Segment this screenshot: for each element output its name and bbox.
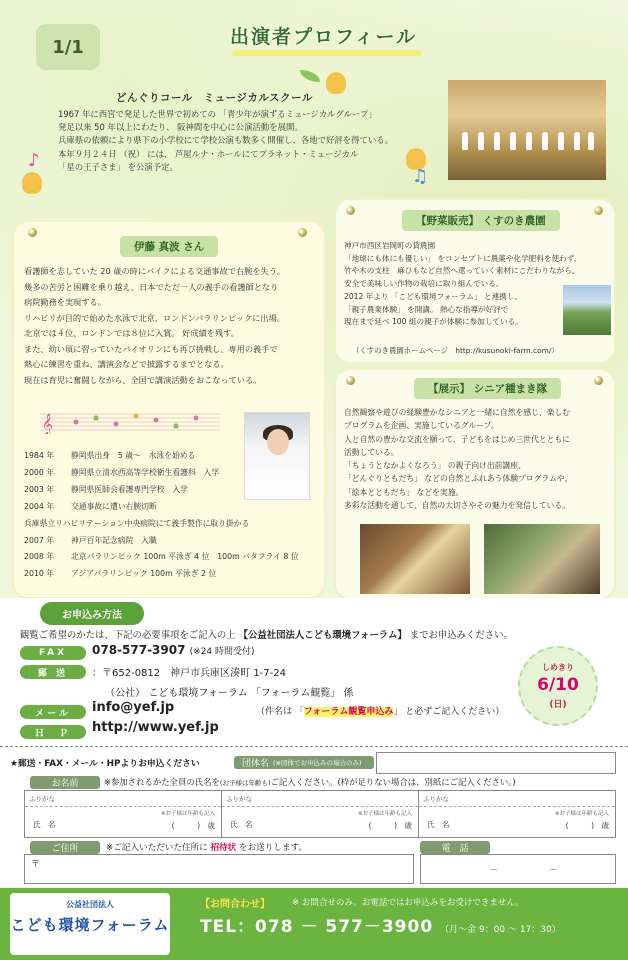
senior-line: 「絵本とともだち」 などを実施。 xyxy=(344,487,464,497)
senior-activity-photo xyxy=(360,524,470,594)
kusunoki-homepage-link[interactable]: （くすのき農園ホームページ http://kusunoki-farm.com/） xyxy=(352,346,559,355)
senior-line: 「ちょうとなかよくなろう」 の親子向け出前講座、 xyxy=(344,461,526,471)
music-staff-icon xyxy=(40,408,220,434)
donguri-line: 本年９月２４日 （祝） には、 芦屋ルナ・ホールにてプラネット・ミュージカル xyxy=(58,148,359,159)
homepage-link[interactable]: http://www.yef.jp xyxy=(92,720,219,735)
cut-line xyxy=(0,746,628,747)
ito-line: 病院勤務を実現する。 xyxy=(24,297,106,307)
name-field[interactable]: ふりがな 氏 名 ※お子様は年齢も記入 ( ) 歳 xyxy=(222,791,419,837)
senior-line: 「どんぐりともだち」 などの自然とふれあう体験プログラムや、 xyxy=(344,474,573,484)
kusunoki-line: 「地球にも体にも優しい」 をコンセプトに農薬や化学肥料を使わず、 xyxy=(344,253,582,263)
senior-outdoor-photo xyxy=(484,524,600,594)
email-label: メール xyxy=(20,705,86,719)
donguri-line: 兵庫県の依頼により県下の小学校にて学校公演も数多く開催し、各地で好評を得ている。 xyxy=(58,135,393,146)
kusunoki-tag: 【野菜販売】 くすのき農園 xyxy=(402,210,560,231)
donguri-line: 1967 年に西宮で発足した世界で初めての 「青少年が演ずるミュージカルグループ」 xyxy=(58,109,377,119)
ito-line: 看護師を志していた 20 歳の時にバイクによる交通事故で右腕を失う。 xyxy=(24,266,286,276)
ito-line: リハビリが目的で始めた水泳で北京、ロンドンパラリンピックに出場。 xyxy=(24,312,285,323)
application-title: お申込み方法 xyxy=(40,602,144,625)
pin-icon xyxy=(298,228,307,237)
pin-icon xyxy=(28,228,37,237)
deadline-badge: しめきり 6/10 (日) xyxy=(518,646,598,726)
pin-icon xyxy=(594,376,603,385)
music-note-icon: ♫ xyxy=(412,166,429,187)
name-field[interactable]: ふりがな 氏 名 ※お子様は年齢も記入 ( ) 歳 xyxy=(419,791,615,837)
senior-tag: 【展示】 シニア種まき隊 xyxy=(414,378,561,399)
history-row: 2007 年 神戸百年記念病院 入職 xyxy=(24,535,157,545)
history-row: 2010 年 アジアパラリンピック 100m 平泳ぎ 2 位 xyxy=(24,569,217,579)
donguri-line: 「星の王子さま」 を公演予定。 xyxy=(58,161,178,172)
address-note: ※ご記入いただいた住所に 招待状 をお送りします。 xyxy=(106,843,308,853)
name-label: お名前 xyxy=(30,776,100,789)
donguri-heading: どんぐりコール ミュージカルスクール xyxy=(116,92,313,104)
pin-icon xyxy=(346,376,355,385)
child-icon xyxy=(22,172,42,194)
kusunoki-line: 神戸市西区岩岡町の貸農園 xyxy=(344,241,436,250)
name-note: ※参加されるかた全員の氏名を(お子様は年齢も)ご記入ください。(枠が足りない場合は、別紙にご記入ください。) xyxy=(104,777,516,787)
senior-line: 活動している。 xyxy=(344,447,399,457)
ito-line: 熱心に練習を重ね、講演会などで披露するまでとなる。 xyxy=(24,359,229,369)
history-row: 2004 年 交通事故に遭い右腕切断 xyxy=(24,501,157,511)
kusunoki-line: 2012 年より 「こども環境フォーラム」 と連携し、 xyxy=(344,291,522,301)
senior-line: 自然観察や遊びの経験豊かなシニアと一緒に自然を感じ、楽しむ xyxy=(344,408,571,417)
ito-name: 伊藤 真波 さん xyxy=(120,236,218,257)
pin-icon xyxy=(346,206,355,215)
address-field[interactable]: 〒 xyxy=(24,854,414,884)
name-fields xyxy=(24,790,616,838)
donguri-line: 発足以来 50 年以上にわたり、 阪神間を中心に公演活動を展開。 xyxy=(58,122,303,133)
fax-number: 078-577-3907 (※24 時間受付) xyxy=(92,643,255,657)
kusunoki-line: 「親子農業体験」 を開講。 熱心な指導が好評で xyxy=(344,304,509,314)
musical-stage-photo xyxy=(448,80,606,180)
contact-phone: TEL：078 － 577－3900 （月～金 9：00 ～ 17：30） xyxy=(200,917,561,937)
phone-field[interactable]: － － xyxy=(420,854,616,884)
email-subject-note: （件名は 「フォーラム観覧申込み」 と必ずご記入ください） xyxy=(256,707,505,717)
history-row: 2003 年 静岡県医師会看護専門学校 入学 xyxy=(24,484,188,494)
music-note-icon: ♪ xyxy=(28,150,40,171)
kusunoki-line: 現在まで延べ 100 組の親子が体験に参加している。 xyxy=(344,317,523,327)
child-icon xyxy=(326,72,346,94)
history-row: 2000 年 静岡県立清水西高等学校衛生看護科 入学 xyxy=(24,467,220,477)
pin-icon xyxy=(594,206,603,215)
kusunoki-line: 竹や木の支柱 麻ひもなど自然へ還っていく素材にこだわりながら、 xyxy=(344,266,580,276)
title-underline xyxy=(232,50,422,56)
group-name-field[interactable] xyxy=(376,752,616,774)
ito-line: 現在は育児に奮闘しながら、全国で講演活動をおこなっている。 xyxy=(24,374,262,385)
application-description: 観覧ご希望のかたは、下記の必要事項をご記入の上 【公益社団法人こども環境フォーラム】 までお申込みください。 xyxy=(20,630,513,641)
senior-line: 人と自然の豊かな交流を願って、子どもをはじめ三世代とともに xyxy=(344,434,570,444)
senior-line: 多彩な活動を通して、自然の大切さやその魅力を発信している。 xyxy=(344,501,570,511)
form-header: ★郵送・FAX・メール・HPよりお申込ください xyxy=(10,759,200,769)
phone-label: 電 話 xyxy=(420,841,490,854)
senior-line: プログラムを企画、実施しているグループ。 xyxy=(344,421,499,431)
contact-note: ※ お問合せのみ。お電話ではお申込みをお受けできません。 xyxy=(292,898,524,908)
history-row: 2008 年 北京パラリンピック 100m 平泳ぎ 4 位 100m バタフライ 8 位 xyxy=(24,552,299,562)
ito-history xyxy=(24,448,324,583)
ito-description xyxy=(24,264,320,388)
senior-description xyxy=(344,406,614,512)
hp-label: Ｈ Ｐ xyxy=(20,725,86,739)
svg-text:𝄞: 𝄞 xyxy=(42,414,53,434)
page-number: 1/1 xyxy=(36,24,100,70)
ito-line: 北京では４位、ロンドンでは８位に入賞。 好成績を残す。 xyxy=(24,328,239,338)
name-field[interactable]: ふりがな 氏 名 ※お子様は年齢も記入 ( ) 歳 xyxy=(25,791,222,837)
email-address-link[interactable]: info@yef.jp xyxy=(92,700,175,715)
donguri-description xyxy=(58,108,418,174)
farm-photo xyxy=(562,284,612,336)
mail-address: ：〒652-0812 神戸市兵庫区湊町 1-7-24 （公社） こども環境フォーラム 「フォーラム観覧」 係 xyxy=(92,668,354,699)
ito-line: 幾多の苦労と困難を乗り越え、日本でただ一人の義手の看護師となり xyxy=(24,281,279,292)
mail-label: 郵 送 xyxy=(20,665,86,679)
address-label: ご住所 xyxy=(30,841,100,854)
history-row: 1984 年 静岡県出身 5 歳～ 水泳を始める xyxy=(24,451,196,460)
kusunoki-line: 安全で美味しい作物の栽培に取り組んでいる。 xyxy=(344,279,504,289)
fax-label: FAX xyxy=(20,646,86,660)
organization-logo: 公益社団法人 こども環境フォーラム xyxy=(10,893,170,955)
group-name-label: 団体名 (※団体でお申込みの場合のみ) xyxy=(234,756,374,769)
contact-title: 【お問合わせ】 xyxy=(200,899,270,910)
history-row: 兵庫県立リハビリテーション中央病院にて義手製作に取り掛かる xyxy=(24,518,250,528)
page-title: 出演者プロフィール xyxy=(230,26,418,48)
ito-line: また、幼い頃に習っていたバイオリンにも再び挑戦し、専用の義手で xyxy=(24,343,278,354)
